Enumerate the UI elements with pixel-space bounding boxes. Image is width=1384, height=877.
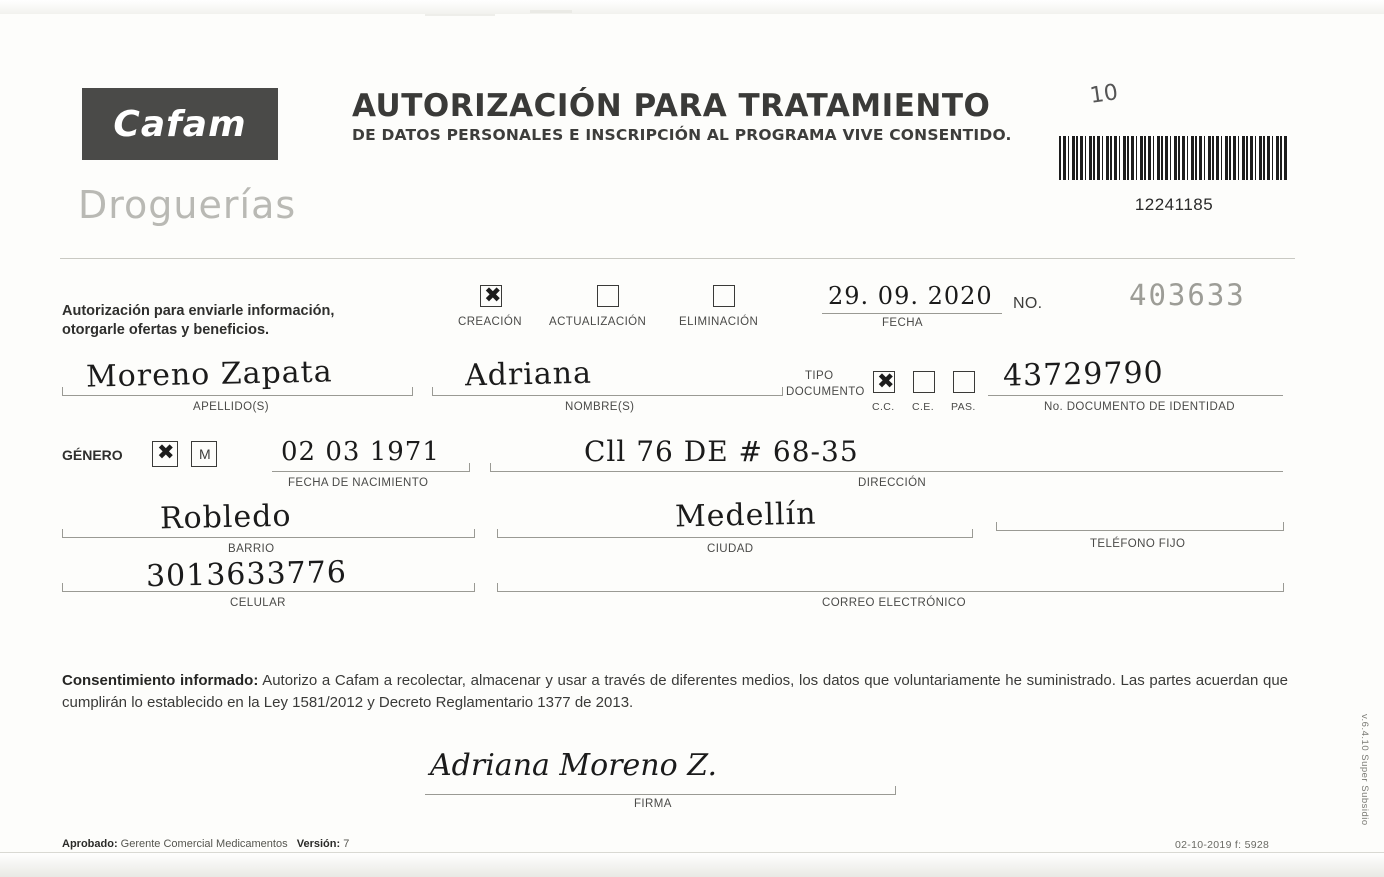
direccion-label: DIRECCIÓN bbox=[858, 477, 927, 489]
checkbox-cc-mark: ✖ bbox=[877, 369, 895, 393]
scan-artifact bbox=[530, 10, 572, 13]
tipo-documento-label-line1: TIPO bbox=[805, 370, 834, 382]
date-label: FECHA bbox=[882, 317, 923, 329]
barcode-number: 12241185 bbox=[1134, 195, 1214, 214]
footer-approval bbox=[62, 838, 349, 850]
barrio-value: Robledo bbox=[159, 498, 292, 537]
fecha-nacimiento-value: 02 03 1971 bbox=[281, 437, 440, 467]
checkbox-pas[interactable] bbox=[953, 371, 975, 393]
scan-edge-top bbox=[0, 0, 1384, 14]
telefono-fijo-tick-left bbox=[996, 522, 997, 531]
checkbox-ce[interactable] bbox=[913, 371, 935, 393]
checkbox-creacion-label: CREACIÓN bbox=[458, 316, 522, 328]
apellidos-underline bbox=[62, 395, 412, 396]
celular-tick-right bbox=[474, 583, 475, 592]
checkbox-eliminacion[interactable] bbox=[713, 285, 735, 307]
checkbox-pas-label: PAS. bbox=[951, 401, 976, 413]
footer-approved-label: Aprobado: bbox=[62, 838, 118, 850]
consent-text: Autorizo a Cafam a recolectar, almacenar y usar a través de diferentes medios, los datos que voluntariamente he suministrado. Las partes acuerdan que cumplirán lo establecido en la Ley 1581/2012 y Decreto Reglamentario 1377 de 2013. bbox=[62, 672, 1289, 711]
nombres-underline bbox=[432, 395, 782, 396]
fecha-nacimiento-tick-right bbox=[469, 463, 470, 472]
handwritten-top-mark: 10 bbox=[1088, 80, 1120, 109]
checkbox-ce-label: C.E. bbox=[912, 401, 935, 413]
footer-code: 02-10-2019 f: 5928 bbox=[1175, 839, 1270, 851]
tipo-documento-label-line2: DOCUMENTO bbox=[786, 386, 865, 398]
celular-underline bbox=[62, 591, 474, 592]
nombres-tick-left bbox=[432, 387, 433, 396]
direccion-tick-left bbox=[490, 463, 491, 472]
ciudad-underline bbox=[497, 537, 972, 538]
cafam-logo bbox=[82, 88, 278, 160]
checkbox-creacion-mark: ✖ bbox=[484, 283, 502, 307]
numero-documento-value: 43729790 bbox=[1002, 355, 1165, 394]
nombres-value: Adriana bbox=[464, 355, 593, 394]
footer-side-text: v.6.4.10 Super Subsidio bbox=[1359, 714, 1370, 826]
correo-tick-left bbox=[497, 583, 498, 592]
checkbox-actualizacion-label: ACTUALIZACIÓN bbox=[549, 316, 647, 328]
celular-label: CELULAR bbox=[230, 597, 286, 609]
direccion-underline bbox=[490, 471, 1283, 472]
footer-version-value: 7 bbox=[343, 838, 350, 850]
date-value: 29. 09. 2020 bbox=[828, 282, 993, 310]
document-title: AUTORIZACIÓN PARA TRATAMIENTO bbox=[352, 88, 991, 124]
barrio-label: BARRIO bbox=[228, 543, 275, 555]
authorization-statement-line1: Autorización para enviarle información, bbox=[62, 303, 335, 319]
celular-tick-left bbox=[62, 583, 63, 592]
numero-documento-label: No. DOCUMENTO DE IDENTIDAD bbox=[1044, 401, 1236, 413]
barrio-tick-right bbox=[474, 529, 475, 538]
genero-label: GÉNERO bbox=[62, 447, 123, 463]
telefono-fijo-label: TELÉFONO FIJO bbox=[1090, 538, 1186, 550]
checkbox-actualizacion[interactable] bbox=[597, 285, 619, 307]
barcode-image bbox=[1059, 136, 1289, 180]
correo-label: CORREO ELECTRÓNICO bbox=[822, 597, 966, 609]
celular-value: 3013633776 bbox=[145, 554, 348, 595]
scan-edge-bottom bbox=[0, 852, 1384, 877]
numero-documento-underline bbox=[988, 395, 1283, 396]
apellidos-tick-right bbox=[412, 387, 413, 396]
apellidos-label: APELLIDO(S) bbox=[193, 401, 269, 413]
footer-version-label: Versión: bbox=[296, 838, 341, 850]
signature-value: Adriana Moreno Z. bbox=[430, 748, 718, 783]
fecha-nacimiento-label: FECHA DE NACIMIENTO bbox=[288, 477, 429, 489]
nombres-label: NOMBRE(S) bbox=[565, 401, 635, 413]
direccion-value: Cll 76 DE # 68-35 bbox=[584, 435, 859, 468]
header-divider bbox=[60, 258, 1295, 259]
signature-tick-right bbox=[895, 786, 896, 795]
date-underline bbox=[822, 313, 1002, 314]
footer-approved-by: Gerente Comercial Medicamentos bbox=[120, 838, 288, 850]
checkbox-eliminacion-label: ELIMINACIÓN bbox=[679, 316, 759, 328]
apellidos-value: Moreno Zapata bbox=[85, 354, 333, 395]
nombres-tick-right bbox=[782, 387, 783, 396]
consent-paragraph bbox=[62, 670, 1288, 714]
form-number-value: 403633 bbox=[1129, 278, 1246, 312]
telefono-fijo-underline bbox=[996, 530, 1283, 531]
ciudad-label: CIUDAD bbox=[707, 543, 754, 555]
telefono-fijo-tick-right bbox=[1283, 522, 1284, 531]
scan-artifact bbox=[425, 14, 495, 16]
correo-underline bbox=[497, 591, 1283, 592]
ciudad-tick-right bbox=[972, 529, 973, 538]
checkbox-genero-m-label: M bbox=[199, 446, 211, 462]
ciudad-tick-left bbox=[497, 529, 498, 538]
ciudad-value: Medellín bbox=[674, 496, 817, 535]
cafam-logo-text: Cafam bbox=[113, 103, 247, 145]
authorization-statement-line2: otorgarle ofertas y beneficios. bbox=[62, 322, 270, 338]
apellidos-tick-left bbox=[62, 387, 63, 396]
barrio-underline bbox=[62, 537, 474, 538]
checkbox-genero-f-mark: ✖ bbox=[157, 440, 175, 464]
signature-underline bbox=[425, 794, 895, 795]
signature-label: FIRMA bbox=[634, 798, 672, 810]
form-number-label: NO. bbox=[1013, 295, 1043, 312]
fecha-nacimiento-underline bbox=[272, 471, 469, 472]
correo-tick-right bbox=[1283, 583, 1284, 592]
consent-heading: Consentimiento informado: bbox=[62, 672, 259, 689]
checkbox-cc-label: C.C. bbox=[872, 401, 895, 413]
document-subtitle: DE DATOS PERSONALES E INSCRIPCIÓN AL PROGRAMA VIVE CONSENTIDO. bbox=[352, 126, 1012, 144]
droguerias-wordmark: Droguerías bbox=[78, 183, 297, 227]
barrio-tick-left bbox=[62, 529, 63, 538]
